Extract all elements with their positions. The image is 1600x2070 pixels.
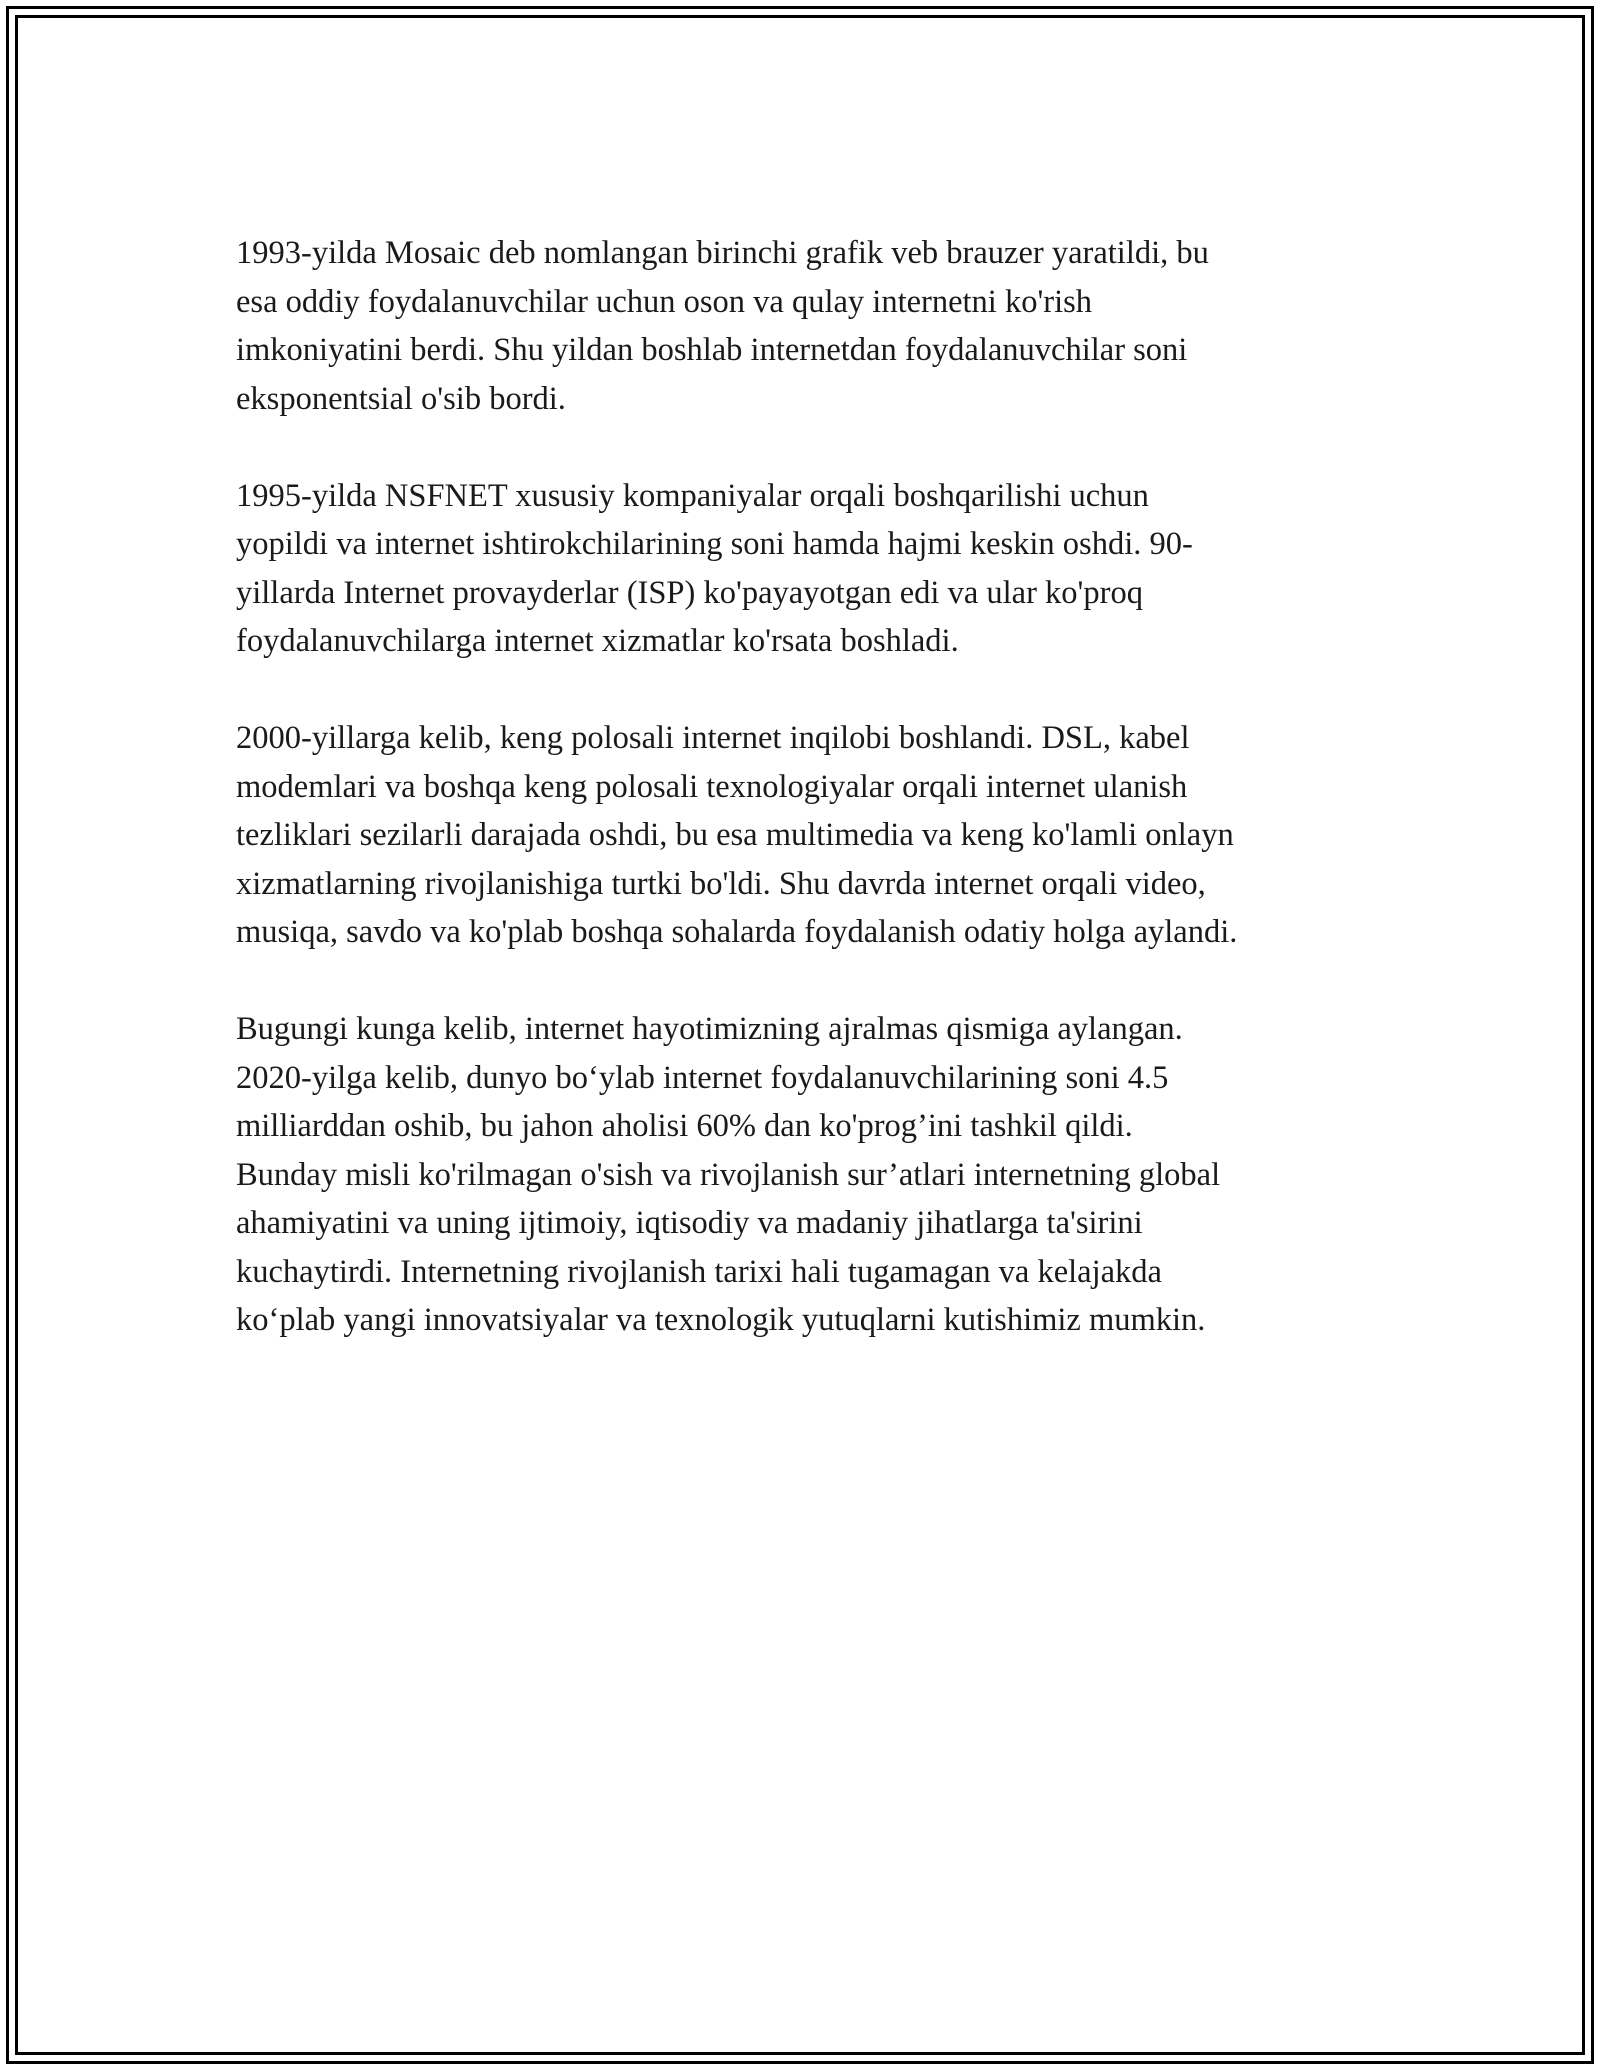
paragraph-broadband (236, 714, 1396, 957)
text-line: 1995-yilda NSFNET xususiy kompaniyalar orqali boshqarilishi uchun (236, 477, 1149, 514)
text-line: ahamiyatini va uning ijtimoiy, iqtisodiy va madaniy jihatlarga ta'sirini (236, 1205, 1143, 1241)
text-line: 1993-yilda Mosaic deb nomlangan birinchi grafik veb brauzer yaratildi, bu (236, 235, 1209, 271)
text-line: foydalanuvchilarga internet xizmatlar ko'rsata boshladi. (236, 623, 959, 659)
text-line: yopildi va internet ishtirokchilarining soni hamda hajmi keskin oshdi. 90- (236, 526, 1193, 562)
text-line: Bugungi kunga kelib, internet hayotimizning ajralmas qismiga aylangan. (236, 1011, 1183, 1047)
paragraph-nsfnet (236, 472, 1396, 666)
text-line: musiqa, savdo va ko'plab boshqa sohalarda foydalanish odatiy holga aylandi. (236, 914, 1238, 950)
text-line: eksponentsial o'sib bordi. (236, 380, 566, 417)
text-line: 2000-yillarga kelib, keng polosali internet inqilobi boshlandi. DSL, kabel (236, 720, 1190, 756)
text-line: 2020-yilga kelib, dunyo bo‘ylab internet foydalanuvchilarining soni 4.5 (236, 1059, 1169, 1096)
text-line: imkoniyatini berdi. Shu yildan boshlab internetdan foydalanuvchilar soni (236, 332, 1188, 368)
text-line: milliarddan oshib, bu jahon aholisi 60% dan ko'prog’ini tashkil qildi. (236, 1108, 1133, 1144)
text-line: kuchaytirdi. Internetning rivojlanish tarixi hali tugamagan va kelajakda (236, 1253, 1162, 1290)
paragraph-mosaic (236, 229, 1396, 423)
text-line: xizmatlarning rivojlanishiga turtki bo'ldi. Shu davrda internet orqali video, (236, 865, 1206, 902)
document-body (236, 229, 1396, 1393)
text-line: ko‘plab yangi innovatsiyalar va texnologik yutuqlarni kutishimiz mumkin. (236, 1302, 1206, 1338)
text-line: tezliklari sezilarli darajada oshdi, bu esa multimedia va keng ko'lamli onlayn (236, 817, 1234, 853)
text-line: yillarda Internet provayderlar (ISP) ko'payayotgan edi va ular ko'proq (236, 574, 1143, 611)
text-line: Bunday misli ko'rilmagan o'sish va rivojlanish sur’atlari internetning global (236, 1156, 1221, 1193)
paragraph-today (236, 1005, 1396, 1345)
text-line: modemlari va boshqa keng polosali texnologiyalar orqali internet ulanish (236, 768, 1188, 805)
text-line: esa oddiy foydalanuvchilar uchun oson va qulay internetni ko'rish (236, 283, 1093, 320)
